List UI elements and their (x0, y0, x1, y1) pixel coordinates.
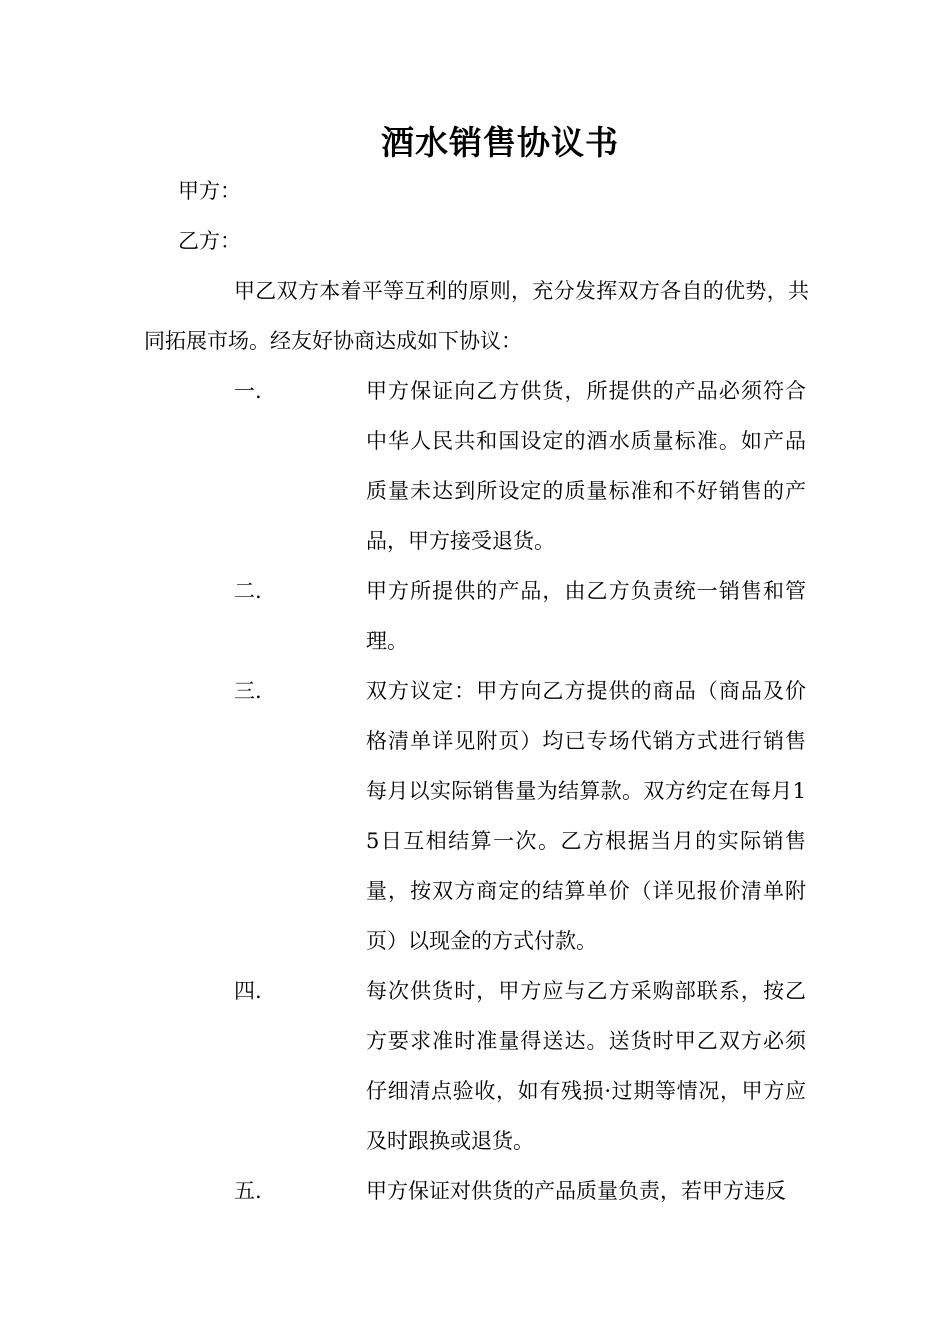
clause-text: 甲方保证向乙方供货，所提供的产品必须符合中华人民共和国设定的酒水质量标准。如产品质量未达到所设定的质量标准和不好销售的产品，甲方接受退货。 (366, 379, 806, 553)
party-a-label: 甲方： (178, 179, 241, 203)
clause-number: 二. (234, 579, 262, 603)
clause-number: 一. (234, 379, 262, 403)
clause-number: 五. (234, 1179, 262, 1203)
clause-number: 四. (234, 979, 262, 1003)
clause-text: 甲方所提供的产品，由乙方负责统一销售和管理。 (366, 579, 806, 653)
party-b-label: 乙方： (178, 229, 241, 253)
clause-text: 甲方保证对供货的产品质量负责，若甲方违反 (366, 1179, 786, 1203)
clause-number: 三. (234, 679, 262, 703)
intro-paragraph: 甲乙双方本着平等互利的原则，充分发挥双方各自的优势，共同拓展市场。经友好协商达成如下协议： (144, 279, 809, 353)
clause-text: 每次供货时，甲方应与乙方采购部联系，按乙方要求准时准量得送达。送货时甲乙双方必须仔细清点验收，如有残损·过期等情况，甲方应及时跟换或退货。 (366, 979, 806, 1153)
document-title: 酒水销售协议书 (381, 123, 619, 162)
clause-text: 双方议定：甲方向乙方提供的商品（商品及价格清单详见附页）均已专场代销方式进行销售每月以实际销售量为结算款。双方约定在每月15日互相结算一次。乙方根据当月的实际销售量，按双方商定的结算单价（详见报价清单附页）以现金的方式付款。 (366, 679, 806, 953)
